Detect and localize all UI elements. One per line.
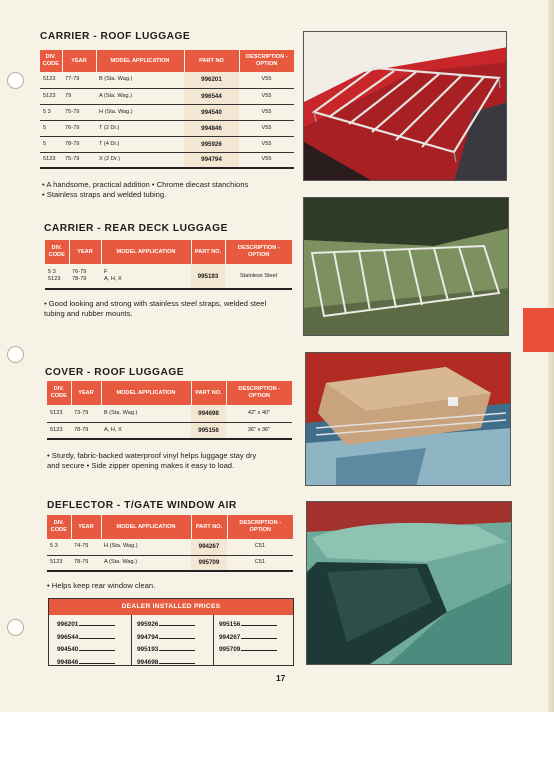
cell: 73-79 [71, 405, 101, 422]
page-number: 17 [276, 673, 286, 683]
part-number: 994846 [184, 120, 239, 136]
col-header: DIV. CODE [40, 50, 62, 72]
cell: V55 [239, 72, 294, 88]
feature-line: • Good looking and strong with stainless steel straps, welded steel [44, 299, 267, 308]
table-row [47, 539, 293, 555]
cell: 76-79 [62, 120, 96, 136]
col-header: MODEL APPLICATION [101, 240, 191, 264]
col-header: DIV. CODE [45, 240, 69, 264]
cell: H (Sta. Wag.) [101, 539, 191, 555]
cell: 78-79 [62, 136, 96, 152]
cell: 5 3 [47, 539, 71, 555]
col-header: PART NO [184, 50, 239, 72]
price-part: 996544 [57, 633, 79, 641]
col-header: PART NO. [191, 381, 226, 405]
feature-text [47, 451, 295, 471]
price-column [57, 619, 137, 669]
cell: A, H, X [101, 422, 191, 439]
feature-line: tubing and rubber mounts. [44, 309, 133, 318]
col-header: DIV. CODE [47, 515, 71, 539]
price-column [219, 619, 299, 657]
cell: B (Sta. Wag.) [101, 405, 191, 422]
col-header: MODEL APPLICATION [101, 381, 191, 405]
price-part: 994267 [219, 633, 241, 641]
cell: 5123 [40, 88, 62, 104]
cell: Stainless Steel [225, 264, 292, 289]
price-part: 995156 [219, 621, 241, 628]
part-number: 994540 [184, 104, 239, 120]
cell: 5123 [40, 152, 62, 168]
col-header: DESCRIPTION - OPTION [239, 50, 294, 72]
cell: C51 [227, 539, 293, 555]
col-header: MODEL APPLICATION [96, 50, 184, 72]
price-item [57, 619, 137, 632]
dealer-prices-title: DEALER INSTALLED PRICES [49, 599, 293, 615]
col-header: DESCRIPTION - OPTION [226, 381, 292, 405]
cell: 5 [40, 120, 62, 136]
cell: 78-79 [71, 422, 101, 439]
cell: T (4 Dr.) [96, 136, 184, 152]
cell: A (Sta. Wag.) [96, 88, 184, 104]
cell: F A, H, X [101, 264, 191, 289]
table-row [40, 104, 294, 120]
price-item [137, 644, 217, 657]
feature-line: • Helps keep rear window clean. [47, 581, 156, 590]
col-header: YEAR [62, 50, 96, 72]
spec-table [47, 381, 292, 440]
price-item [57, 632, 137, 645]
col-header: YEAR [71, 381, 101, 405]
price-part: 995926 [137, 621, 159, 628]
table-row [47, 555, 293, 571]
col-header: DESCRIPTION - OPTION [225, 240, 292, 264]
table-row [40, 120, 294, 136]
feature-text [44, 299, 294, 319]
deflector-photo [306, 501, 512, 665]
table-row [40, 72, 294, 88]
cell: 77-79 [62, 72, 96, 88]
cell: V55 [239, 88, 294, 104]
price-item [57, 657, 137, 670]
price-part: 994846 [57, 658, 79, 666]
cell: V55 [239, 104, 294, 120]
column-divider [131, 615, 132, 666]
part-number: 994794 [184, 152, 239, 168]
col-header: PART NO. [191, 515, 227, 539]
table-row [47, 422, 292, 439]
price-column [137, 619, 217, 669]
cell: 75-79 [62, 104, 96, 120]
price-item [137, 632, 217, 645]
cell: 5 3 5123 [45, 264, 69, 289]
binder-hole [7, 346, 24, 363]
cell: 75-79 [62, 152, 96, 168]
binder-hole [7, 72, 24, 89]
feature-line: • A handsome, practical addition • Chrome diecast stanchions [42, 180, 249, 189]
binder-hole [7, 619, 24, 636]
cell: A (Sta. Wag.) [101, 555, 191, 571]
cell: 5123 [47, 555, 71, 571]
price-part: 995709 [219, 646, 241, 654]
price-item [137, 657, 217, 670]
price-item [219, 632, 299, 645]
cell: C51 [227, 555, 293, 571]
col-header: DESCRIPTION - OPTION [227, 515, 293, 539]
cell: X (2 Dr.) [96, 152, 184, 168]
section-title: CARRIER - REAR DECK LUGGAGE [44, 223, 228, 234]
price-item [137, 619, 217, 632]
table-row [45, 264, 292, 289]
cell: 78-79 [71, 555, 101, 571]
table-row [40, 152, 294, 168]
dealer-prices-box [48, 598, 294, 666]
roof-cover-photo [305, 352, 511, 486]
section-title: CARRIER - ROOF LUGGAGE [40, 31, 191, 42]
col-header: MODEL APPLICATION [101, 515, 191, 539]
table-row [40, 88, 294, 104]
cell: 79 [62, 88, 96, 104]
col-header: YEAR [69, 240, 101, 264]
feature-line: • Sturdy, fabric-backed waterproof vinyl helps luggage stay dry [47, 451, 257, 460]
price-part: 994698 [137, 658, 159, 666]
section-title: DEFLECTOR - T/GATE WINDOW AIR [47, 500, 237, 511]
cell: 5123 [47, 405, 71, 422]
page-edge [548, 0, 554, 712]
cell: 76-79 78-79 [69, 264, 101, 289]
part-number: 995926 [184, 136, 239, 152]
rear-deck-carrier-photo [303, 197, 509, 336]
price-part: 995193 [137, 646, 159, 654]
spec-table [45, 240, 292, 290]
section-title: COVER - ROOF LUGGAGE [45, 367, 185, 378]
cell: H (Sta. Wag.) [96, 104, 184, 120]
table-row [47, 405, 292, 422]
price-part: 996201 [57, 621, 79, 628]
cell: 42" x 40" [226, 405, 292, 422]
column-divider [213, 615, 214, 666]
col-header: DIV. CODE [47, 381, 71, 405]
feature-line: and secure • Side zipper opening makes it easy to load. [47, 461, 235, 470]
part-number: 994698 [191, 405, 226, 422]
spec-table [40, 50, 294, 169]
price-part: 994540 [57, 646, 79, 654]
part-number: 995193 [191, 264, 225, 289]
cell: 5 [40, 136, 62, 152]
feature-text [42, 180, 294, 200]
cell: 36" x 36" [226, 422, 292, 439]
part-number: 995156 [191, 422, 226, 439]
cell: V55 [239, 152, 294, 168]
cell: V55 [239, 136, 294, 152]
part-number: 996544 [184, 88, 239, 104]
feature-line: • Stainless straps and welded tubing. [42, 190, 167, 199]
cell: B (Sta. Wag.) [96, 72, 184, 88]
col-header: PART NO. [191, 240, 225, 264]
cell: 5 3 [40, 104, 62, 120]
price-item [57, 644, 137, 657]
feature-text [47, 581, 295, 591]
part-number: 996201 [184, 72, 239, 88]
cell: 5123 [47, 422, 71, 439]
table-row [40, 136, 294, 152]
cell: 5123 [40, 72, 62, 88]
price-item [219, 644, 299, 657]
part-number: 994267 [191, 539, 227, 555]
price-item [219, 619, 299, 632]
cell: T (2 Dr.) [96, 120, 184, 136]
roof-carrier-photo [303, 31, 507, 181]
price-part: 994794 [137, 633, 159, 641]
cell: 74-79 [71, 539, 101, 555]
cell: V55 [239, 120, 294, 136]
col-header: YEAR [71, 515, 101, 539]
part-number: 995709 [191, 555, 227, 571]
spec-table [47, 515, 293, 572]
section-tab [523, 308, 554, 352]
